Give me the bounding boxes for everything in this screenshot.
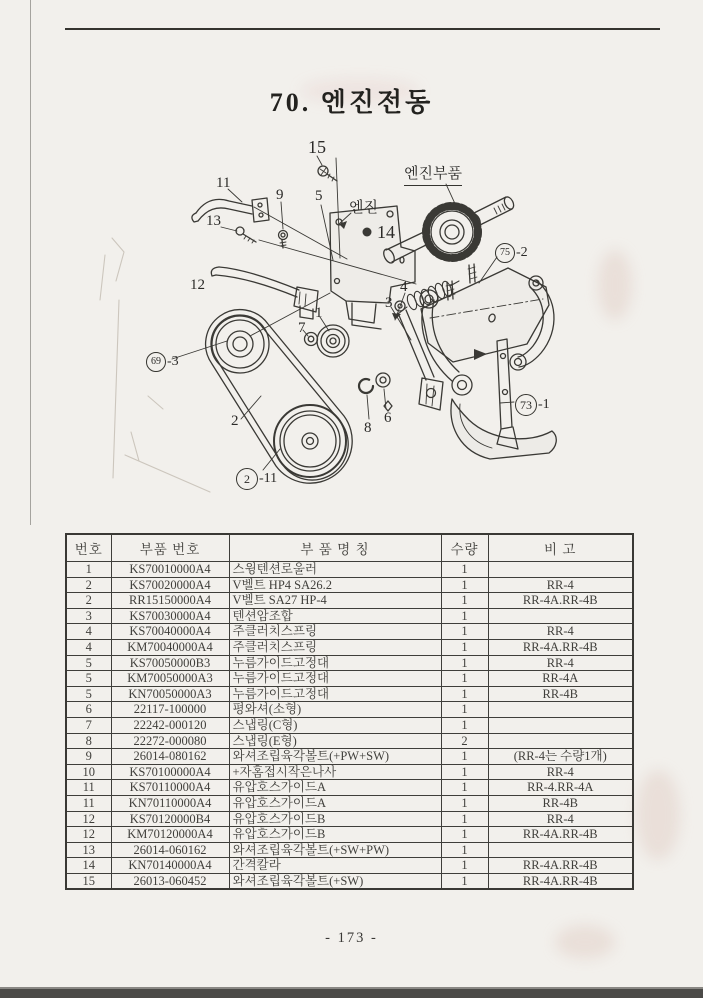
table-cell: 누름가이드고정대 <box>229 686 441 702</box>
table-cell: 간격칼라 <box>229 858 441 874</box>
table-row <box>66 686 633 702</box>
part-callout: 9 <box>276 187 284 203</box>
table-cell: V벨트 SA27 HP-4 <box>229 593 441 609</box>
table-cell: 스윙텐션로울러 <box>229 562 441 578</box>
table-cell: 1 <box>441 671 488 687</box>
column-header: 부품 번호 <box>111 534 229 562</box>
table-row <box>66 702 633 718</box>
table-cell: RR-4A <box>488 671 633 687</box>
table-cell: 26014-080162 <box>111 749 229 765</box>
table-cell: 12 <box>66 827 111 843</box>
table-cell: KS70110000A4 <box>111 780 229 796</box>
table-row <box>66 827 633 843</box>
table-cell: 1 <box>441 577 488 593</box>
table-cell: 1 <box>441 780 488 796</box>
table-cell: 22242-000120 <box>111 717 229 733</box>
table-cell: RR-4 <box>488 577 633 593</box>
table-cell: RR-4.RR-4A <box>488 780 633 796</box>
table-cell: 15 <box>66 873 111 889</box>
figure-cross-reference <box>515 394 550 416</box>
table-row <box>66 780 633 796</box>
column-header: 수량 <box>441 534 488 562</box>
table-cell: 주클러치스프링 <box>229 624 441 640</box>
table-cell: 1 <box>441 562 488 578</box>
table-cell: (RR-4는 수량1개) <box>488 749 633 765</box>
table-row <box>66 842 633 858</box>
table-cell: 1 <box>441 749 488 765</box>
table-cell: 1 <box>441 764 488 780</box>
table-cell: RR-4 <box>488 655 633 671</box>
table-cell: 22117-100000 <box>111 702 229 718</box>
part-callout: 11 <box>216 175 231 191</box>
table-cell: 누름가이드고정대 <box>229 655 441 671</box>
table-row <box>66 593 633 609</box>
table-cell: 1 <box>441 842 488 858</box>
table-cell: 22272-000080 <box>111 733 229 749</box>
table-row <box>66 795 633 811</box>
table-cell: 11 <box>66 795 111 811</box>
table-cell: RR-4B <box>488 795 633 811</box>
table-cell: KS70010000A4 <box>111 562 229 578</box>
table-cell: 2 <box>66 577 111 593</box>
part-callout: 13 <box>206 213 221 229</box>
table-cell: 1 <box>441 827 488 843</box>
table-row <box>66 764 633 780</box>
table-cell: 5 <box>66 655 111 671</box>
diagram-annotation: 엔진 <box>349 200 378 216</box>
table-row <box>66 624 633 640</box>
table-cell: 1 <box>66 562 111 578</box>
part-callout: 7 <box>298 320 306 336</box>
table-cell: 1 <box>441 717 488 733</box>
table-cell: 5 <box>66 686 111 702</box>
table-cell <box>488 702 633 718</box>
table-cell: RR-4A.RR-4B <box>488 873 633 889</box>
table-cell: 1 <box>441 608 488 624</box>
circled-number: 69 <box>146 352 166 372</box>
table-cell: 2 <box>441 733 488 749</box>
table-cell: 11 <box>66 780 111 796</box>
part-callout: 8 <box>364 420 372 436</box>
table-row <box>66 811 633 827</box>
page-title: 70. 엔진전동 <box>269 88 434 117</box>
column-header: 번호 <box>66 534 111 562</box>
table-cell: 2 <box>66 593 111 609</box>
circled-number: 73 <box>515 394 537 416</box>
table-cell: 14 <box>66 858 111 874</box>
table-cell: 10 <box>66 764 111 780</box>
table-cell: 유압호스가이드B <box>229 827 441 843</box>
table-cell: 스냅링(C형) <box>229 717 441 733</box>
column-header: 비 고 <box>488 534 633 562</box>
table-cell: RR-4A.RR-4B <box>488 858 633 874</box>
table-cell: KN70050000A3 <box>111 686 229 702</box>
parts-table-header-row <box>66 534 633 562</box>
table-cell <box>488 733 633 749</box>
table-cell: 26013-060452 <box>111 873 229 889</box>
table-cell: 1 <box>441 686 488 702</box>
table-cell: 와셔조립육각볼트(+SW+PW) <box>229 842 441 858</box>
table-row <box>66 562 633 578</box>
column-header: 부 품 명 칭 <box>229 534 441 562</box>
diagram-annotation: 엔진부품 <box>404 165 462 186</box>
table-cell: KS70040000A4 <box>111 624 229 640</box>
table-row <box>66 733 633 749</box>
table-row <box>66 858 633 874</box>
reference-suffix: -3 <box>167 354 179 369</box>
table-cell: +자홈접시작은나사 <box>229 764 441 780</box>
table-row <box>66 577 633 593</box>
table-cell: 유압호스가이드B <box>229 811 441 827</box>
table-row <box>66 749 633 765</box>
table-cell: 6 <box>66 702 111 718</box>
table-cell: 5 <box>66 671 111 687</box>
table-cell: 주클러치스프링 <box>229 639 441 655</box>
table-cell: 1 <box>441 624 488 640</box>
table-row <box>66 717 633 733</box>
page-number: - 173 - <box>325 930 378 946</box>
circled-number: 2 <box>236 468 258 490</box>
table-cell: 4 <box>66 639 111 655</box>
table-cell: KS70120000B4 <box>111 811 229 827</box>
table-cell: KS70020000A4 <box>111 577 229 593</box>
part-callout: 15 <box>308 137 326 157</box>
table-cell: 4 <box>66 624 111 640</box>
table-cell: KM70040000A4 <box>111 639 229 655</box>
part-callout: 14 <box>377 222 395 242</box>
part-callout: 12 <box>190 277 205 293</box>
part-callout: 1 <box>315 305 323 321</box>
figure-cross-reference <box>495 243 528 263</box>
reference-suffix: -2 <box>516 245 528 260</box>
table-cell: KN70140000A4 <box>111 858 229 874</box>
table-cell: RR-4A.RR-4B <box>488 593 633 609</box>
part-callout: 3 <box>385 295 393 311</box>
scan-bottom-edge <box>0 987 703 998</box>
scan-smudge <box>636 770 680 860</box>
table-cell: 12 <box>66 811 111 827</box>
table-cell: 7 <box>66 717 111 733</box>
table-cell: 와셔조립육각볼트(+PW+SW) <box>229 749 441 765</box>
table-cell: 1 <box>441 639 488 655</box>
table-cell: RR-4 <box>488 764 633 780</box>
table-cell: 누름가이드고정대 <box>229 671 441 687</box>
table-cell: KM70120000A4 <box>111 827 229 843</box>
table-cell: RR-4A.RR-4B <box>488 827 633 843</box>
table-row <box>66 639 633 655</box>
table-cell: 와셔조립육각볼트(+SW) <box>229 873 441 889</box>
table-cell: RR-4B <box>488 686 633 702</box>
table-cell: KM70050000A3 <box>111 671 229 687</box>
table-cell: 3 <box>66 608 111 624</box>
table-row <box>66 608 633 624</box>
table-cell: 1 <box>441 873 488 889</box>
table-cell: RR-4 <box>488 811 633 827</box>
table-cell: KS70100000A4 <box>111 764 229 780</box>
table-row <box>66 655 633 671</box>
table-cell: 유압호스가이드A <box>229 795 441 811</box>
table-cell: RR-4 <box>488 624 633 640</box>
table-cell: KS70030000A4 <box>111 608 229 624</box>
table-cell: 1 <box>441 795 488 811</box>
table-cell: 유압호스가이드A <box>229 780 441 796</box>
table-cell: 1 <box>441 655 488 671</box>
figure-cross-reference <box>236 468 277 490</box>
table-cell <box>488 608 633 624</box>
table-cell: 스냅링(E형) <box>229 733 441 749</box>
table-row <box>66 671 633 687</box>
reference-suffix: -11 <box>259 471 278 486</box>
table-cell: 1 <box>441 593 488 609</box>
table-cell: 텐션암조합 <box>229 608 441 624</box>
parts-table <box>65 533 634 890</box>
table-cell: 1 <box>441 702 488 718</box>
table-cell: RR15150000A4 <box>111 593 229 609</box>
figure-cross-reference <box>146 352 179 372</box>
table-cell: 13 <box>66 842 111 858</box>
part-callout: 4 <box>400 279 408 295</box>
circled-number: 75 <box>495 243 515 263</box>
parts-table-wrap <box>65 533 634 890</box>
table-row <box>66 873 633 889</box>
part-callout: 2 <box>231 413 239 429</box>
table-cell: KN70110000A4 <box>111 795 229 811</box>
part-callout: 6 <box>384 410 392 426</box>
table-cell <box>488 562 633 578</box>
table-cell: 9 <box>66 749 111 765</box>
table-cell: 평와셔(소형) <box>229 702 441 718</box>
table-cell: KS70050000B3 <box>111 655 229 671</box>
table-cell: 26014-060162 <box>111 842 229 858</box>
table-cell <box>488 717 633 733</box>
reference-suffix: -1 <box>538 397 550 412</box>
parts-table-body <box>66 562 633 890</box>
table-cell: 8 <box>66 733 111 749</box>
table-cell <box>488 842 633 858</box>
table-cell: 1 <box>441 858 488 874</box>
table-cell: 1 <box>441 811 488 827</box>
table-cell: RR-4A.RR-4B <box>488 639 633 655</box>
part-callout: 5 <box>315 188 323 204</box>
table-cell: V벨트 HP4 SA26.2 <box>229 577 441 593</box>
